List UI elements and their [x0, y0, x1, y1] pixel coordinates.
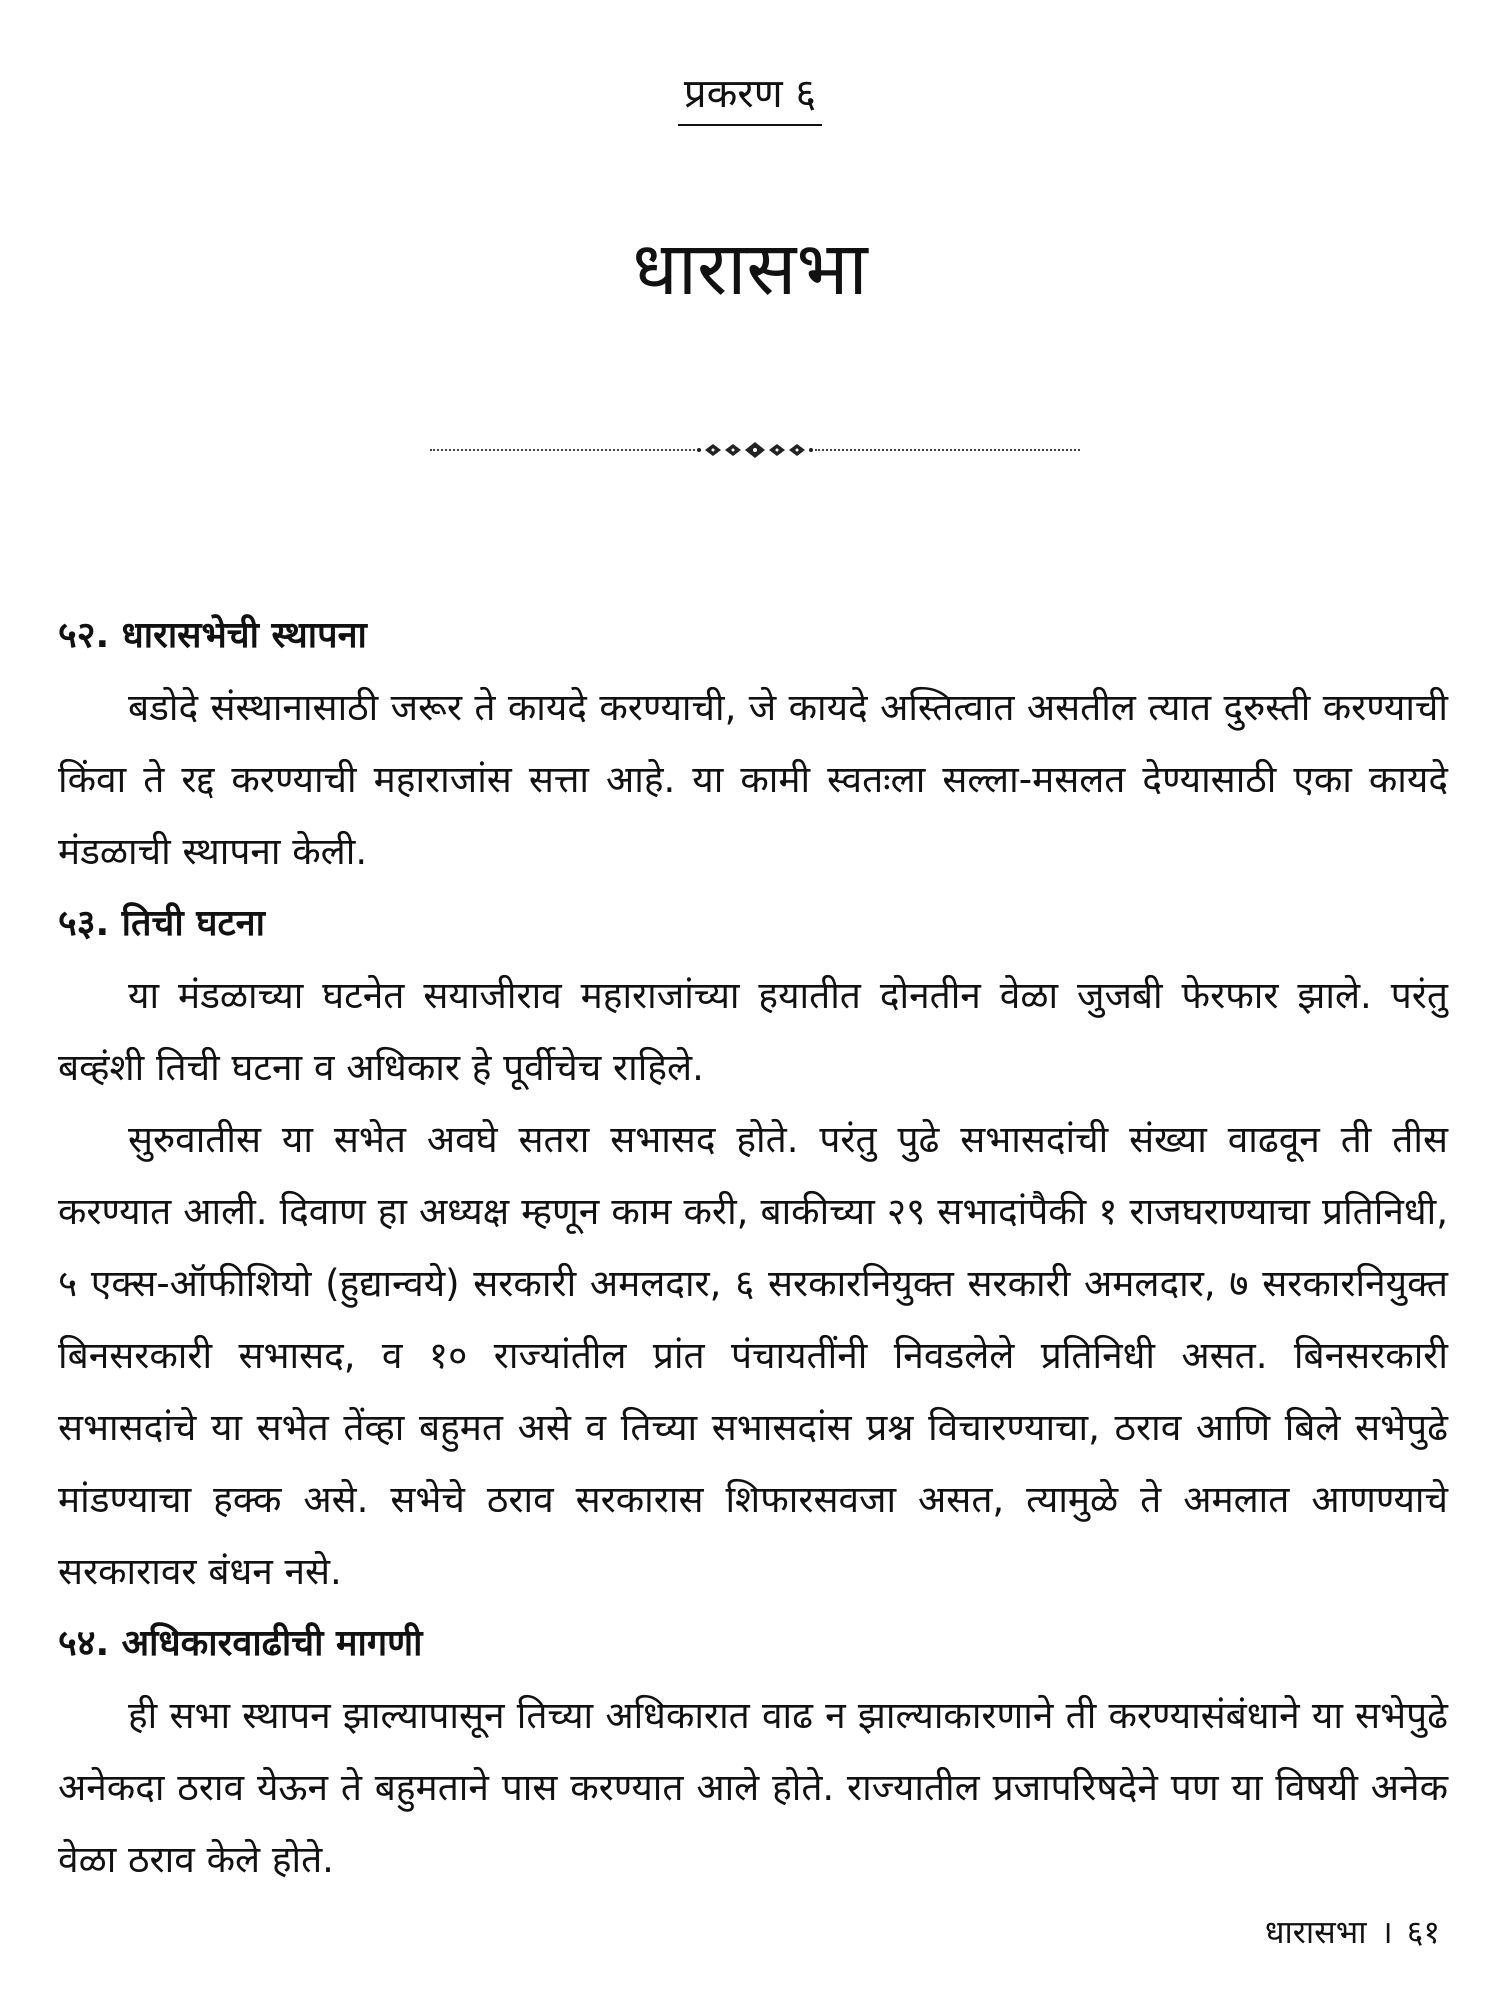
paragraph: ही सभा स्थापन झाल्यापासून तिच्या अधिकारात वाढ न झाल्याकारणाने ती करण्यासंबंधाने या सभेपुढे अनेकदा ठराव येऊन ते बहुमताने पास करण्यात आले होते. राज्यातील प्रजापरिषदेने पण या विषयी अनेक वेळा ठराव केले होते.	[58, 1694, 1448, 1881]
chapter-title: धारासभा	[632, 226, 868, 312]
divider-dots-right	[815, 449, 1080, 451]
chapter-body	[58, 600, 1448, 1896]
section-54	[58, 1608, 1448, 1896]
diamond-ornament-icon	[695, 440, 815, 460]
divider-dots-left	[430, 449, 695, 451]
paragraph: या मंडळाच्या घटनेत सयाजीराव महाराजांच्या हयातीत दोनतीन वेळा जुजबी फेरफार झाले. परंतु बव्हंशी तिची घटना व अधिकार हे पूर्वीचेच राहिले.	[58, 974, 1448, 1089]
paragraph: बडोदे संस्थानासाठी जरूर ते कायदे करण्याची, जे कायदे अस्तित्वात असतील त्यात दुरुस्ती करण्याची किंवा ते रद्द करण्याची महाराजांस सत्ता आहे. या कामी स्वतःला सल्ला-मसलत देण्यासाठी एका कायदे मंडळाची स्थापना केली.	[58, 686, 1448, 873]
running-title: धारासभा	[1264, 1913, 1367, 1951]
section-heading: ५३. तिची घटना	[58, 903, 265, 944]
footer-separator: ।	[1380, 1913, 1393, 1951]
chapter-label-text: प्रकरण ६	[678, 70, 822, 126]
page-footer	[1265, 1910, 1440, 1953]
section-53	[58, 888, 1448, 1608]
section-heading: ५४. अधिकारवाढीची मागणी	[58, 1623, 423, 1664]
paragraph: सुरुवातीस या सभेत अवघे सतरा सभासद होते. परंतु पुढे सभासदांची संख्या वाढवून ती तीस करण्यात आली. दिवाण हा अध्यक्ष म्हणून काम करी, बाकीच्या २९ सभादांपैकी १ राजघराण्याचा प्रतिनिधी, ५ एक्स-ऑफीशियो (हुद्यान्वये) सरकारी अमलदार, ६ सरकारनियुक्त सरकारी अमलदार, ७ सरकारनियुक्त बिनसरकारी सभासद, व १० राज्यांतील प्रांत पंचायतींनी निवडलेले प्रतिनिधी असत. बिनसरकारी सभासदांचे या सभेत तेंव्हा बहुमत असे व तिच्या सभासदांस प्रश्न विचारण्याचा, ठराव आणि बिले सभेपुढे मांडण्याचा हक्क असे. सभेचे ठराव सरकारास शिफारसवजा असत, त्यामुळे ते अमलात आणण्याचे सरकारावर बंधन नसे.	[58, 1118, 1448, 1593]
chapter-label	[0, 70, 1500, 126]
section-heading: ५२. धारासभेची स्थापना	[58, 615, 367, 656]
ornament-divider	[430, 440, 1080, 460]
page-number: ६१	[1406, 1913, 1440, 1951]
section-52	[58, 600, 1448, 888]
